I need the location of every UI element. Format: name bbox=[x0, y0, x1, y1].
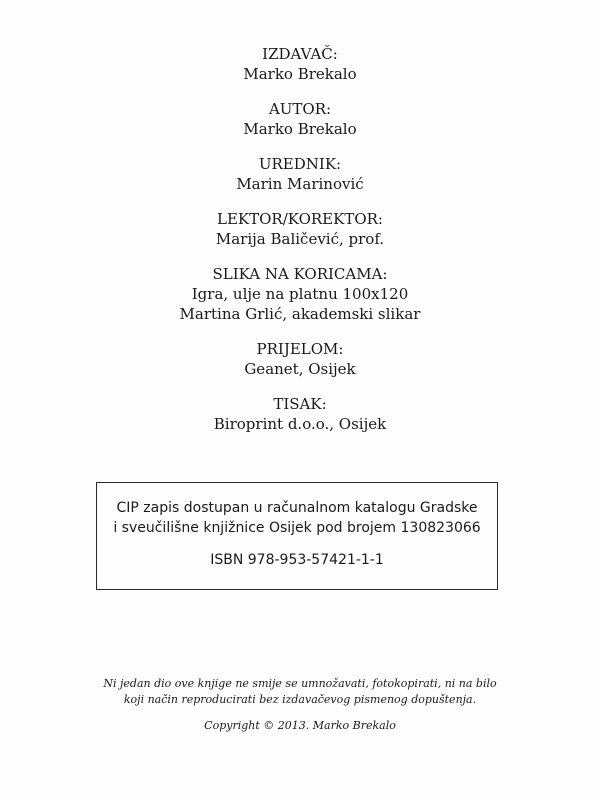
credit-role: UREDNIK: bbox=[258, 155, 342, 173]
credit-name-secondary: Martina Grlić, akademski slikar bbox=[179, 305, 421, 323]
credit-role: PRIJELOM: bbox=[256, 340, 344, 358]
cip-text-line: i sveučilišne knjižnice Osijek pod brojem 130823066 bbox=[113, 520, 481, 536]
credit-editor bbox=[0, 154, 600, 194]
credit-publisher bbox=[0, 44, 600, 84]
credit-role: LEKTOR/KOREKTOR: bbox=[217, 210, 383, 228]
credit-role: IZDAVAČ: bbox=[262, 45, 338, 63]
credits-section bbox=[0, 44, 600, 449]
rights-notice bbox=[0, 676, 600, 708]
credit-role: AUTOR: bbox=[268, 100, 332, 118]
cip-record-box bbox=[96, 482, 498, 590]
credit-name: Igra, ulje na platnu 100x120 bbox=[191, 285, 409, 303]
credit-name: Biroprint d.o.o., Osijek bbox=[213, 415, 387, 433]
credit-name: Marija Baličević, prof. bbox=[215, 230, 385, 248]
credit-cover-image bbox=[0, 264, 600, 324]
rights-notice-line: Ni jedan dio ove knjige ne smije se umnožavati, fotokopirati, ni na bilo bbox=[103, 677, 497, 690]
credit-proofreader bbox=[0, 209, 600, 249]
copyright-notice: Copyright © 2013. Marko Brekalo bbox=[204, 719, 396, 732]
cip-text-line: CIP zapis dostupan u računalnom katalogu Gradske bbox=[116, 500, 478, 516]
credit-layout bbox=[0, 339, 600, 379]
credit-author bbox=[0, 99, 600, 139]
credit-printer bbox=[0, 394, 600, 434]
credit-name: Geanet, Osijek bbox=[244, 360, 356, 378]
credit-role: SLIKA NA KORICAMA: bbox=[212, 265, 388, 283]
rights-notice-line: koji način reproducirati bez izdavačevog pismenog dopuštenja. bbox=[123, 693, 477, 706]
credit-name: Marko Brekalo bbox=[243, 120, 357, 138]
isbn-number: ISBN 978-953-57421-1-1 bbox=[210, 552, 384, 568]
credit-name: Marin Marinović bbox=[236, 175, 364, 193]
credit-role: TISAK: bbox=[273, 395, 327, 413]
credit-name: Marko Brekalo bbox=[243, 65, 357, 83]
